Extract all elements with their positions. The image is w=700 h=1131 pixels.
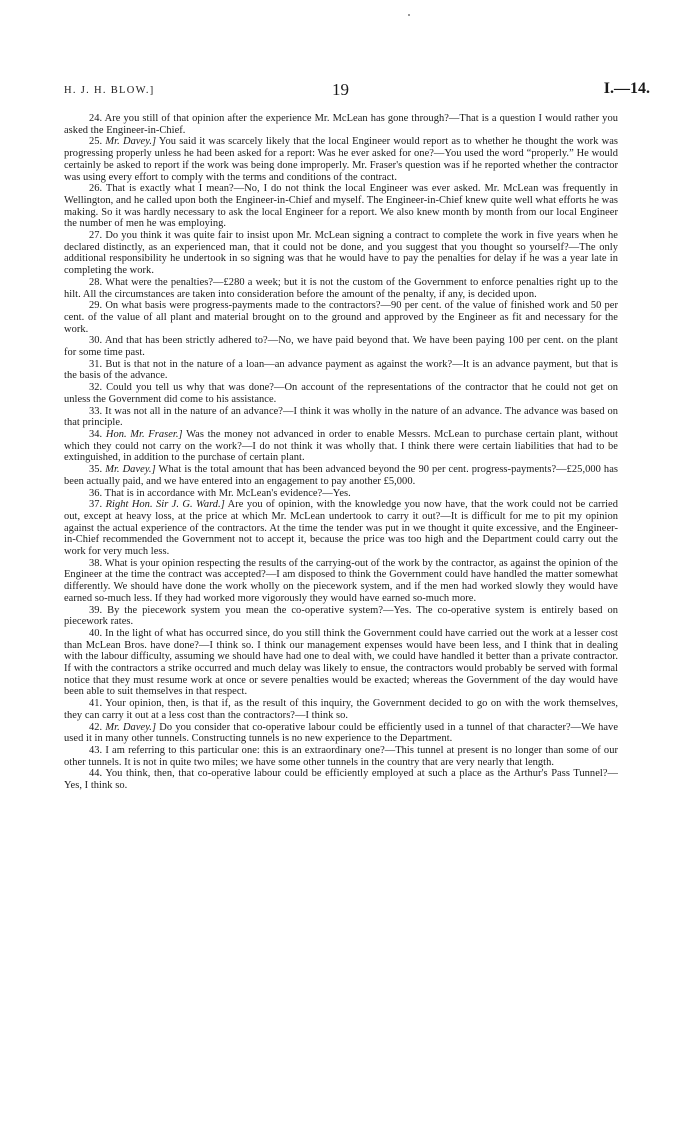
paragraph-text: 40. In the light of what has occurred since, do you still think the Government could have carried out the work at a lesser cost than McLean Bros. have done?—I think so. I think our management expenses would have been less, and I think that in dealing with the labour difficulty, assuming we should have had one to deal with, we could have handled it better than a private contractor. If with the contractors a strike occurred and much delay was likely to ensue, the contractors would probably be served with formal notice that they must resume work at once or severe penalties would be exacted; whereas the Government of the day would have been able to suit themselves in that respect.: [64, 627, 618, 698]
paragraph-text: Was the money not advanced in order to enable Messrs. McLean to purchase certain plant, without which they could not carry on the work?—I do not think it was wholly that. I think there were certain liabilities that had to be extinguished, in addition to the purchase of certain plant.: [64, 428, 618, 464]
paragraph-text: 33. It was not all in the nature of an advance?—I think it was wholly in the nature of an advance. The advance was based on that principle.: [64, 405, 618, 429]
testimony-paragraph: [64, 113, 618, 136]
document-reference: I.—14.: [603, 80, 650, 97]
testimony-paragraph: [64, 382, 618, 405]
paragraph-text: Are you of opinion, with the knowledge you now have, that the work could not be carried out, except at heavy loss, at the price at which Mr. McLean undertook to carry it out?—It is difficult for me to pit my opinion against the actual experience of the contractors. At the time the tender was put in we thought it quite excessive, and the Engineer-in-Chief recommended the Government not to accept it, because the price was too high and the Department could carry out the work for very much less.: [64, 499, 618, 558]
testimony-paragraph: [64, 499, 618, 558]
testimony-paragraph: [64, 277, 618, 300]
paragraph-text: 44. You think, then, that co-operative labour could be efficiently employed at such a place as the Arthur's Pass Tunnel?—Yes, I think so.: [64, 768, 618, 792]
paragraph-text: 32. Could you tell us why that was done?—On account of the representations of the contractor that he could not get on unless the Government did come to his assistance.: [64, 382, 618, 405]
paragraph-text: 26. That is exactly what I mean?—No, I do not think the local Engineer was ever asked. Mr. McLean was frequently in Wellington, and he called upon both the Engineer-in-Chief and myself. The Engineer-in-Chief knew quite well what efforts he was making. So it was hardly necessary to ask the local Engineer for a report. We also knew month by month from our local Engineer the number of men he was employing.: [64, 183, 618, 230]
testimony-paragraph: [64, 628, 618, 698]
testimony-paragraph: [64, 745, 618, 768]
page-header: [64, 80, 650, 102]
question-number: 37.: [89, 499, 106, 511]
testimony-paragraph: [64, 183, 618, 230]
paragraph-text: 30. And that has been strictly adhered to?—No, we have paid beyond that. We have been paying 100 per cent. on the plant for some time past.: [64, 335, 618, 359]
speaker: Mr. Davey.]: [105, 464, 156, 476]
paragraph-text: What is the total amount that has been advanced beyond the 90 per cent. progress-payments?—£25,000 has been actually paid, and we have entered into an engagement to pay another £5,000.: [64, 464, 618, 487]
testimony-paragraph: [64, 722, 618, 745]
paragraph-text: 31. But is that not in the nature of a loan—an advance payment as against the work?—It is an advance payment, but that is the basis of the advance.: [64, 358, 618, 382]
page-body: [64, 113, 618, 792]
question-number: 34.: [89, 428, 106, 440]
paragraph-text: You said it was scarcely likely that the local Engineer would report as to whether he thought the work was progressing properly unless he had been asked for a report: Was he ever asked for one?—You used the word “properly.” He would certainly be asked to report if the work was being done improperly. Mr. Fraser's question was if he reported whether the contractor was using every effort to comply with the terms and conditions of the contract.: [64, 136, 618, 183]
question-number: 42.: [89, 721, 106, 733]
speaker: Hon. Mr. Fraser.]: [105, 428, 183, 440]
testimony-paragraph: [64, 335, 618, 358]
testimony-paragraph: [64, 698, 618, 721]
testimony-paragraph: [64, 300, 618, 335]
page-number: 19: [332, 80, 349, 99]
speaker: Mr. Davey.]: [105, 721, 157, 733]
testimony-paragraph: [64, 230, 618, 277]
paragraph-text: 24. Are you still of that opinion after the experience Mr. McLean has gone through?—That is a question I would rather you asked the Engineer-in-Chief.: [64, 113, 618, 136]
testimony-paragraph: [64, 488, 618, 500]
paragraph-text: 27. Do you think it was quite fair to insist upon Mr. McLean signing a contract to complete the work in five years when he declared distinctly, as an experienced man, that it could not be done, and you suggest that you thought so yourself?—The only additional responsibility he undertook in so signing was that he would have to pay the penalties for delay if he was a year late in completing the work.: [64, 230, 618, 277]
speaker: Mr. Davey.]: [105, 136, 157, 148]
question-number: 35.: [89, 464, 106, 476]
testimony-paragraph: [64, 605, 618, 628]
scan-mark: [408, 14, 410, 16]
testimony-paragraph: [64, 429, 618, 464]
testimony-paragraph: [64, 464, 618, 487]
testimony-paragraph: [64, 406, 618, 429]
paragraph-text: Do you consider that co-operative labour could be efficiently used in a tunnel of that character?—We have used it in many other tunnels. Constructing tunnels is no new experience to the Department.: [64, 721, 618, 745]
paragraph-text: 43. I am referring to this particular one: this is an extraordinary one?—This tunnel at present is no longer than some of our other tunnels. It is not in quite two miles; we have some other tunnels in the country that are very nearly that length.: [64, 744, 618, 768]
witness-name: H. J. H. BLOW.]: [64, 85, 155, 96]
question-number: 25.: [89, 136, 106, 148]
testimony-paragraph: [64, 558, 618, 605]
paragraph-text: 38. What is your opinion respecting the results of the carrying-out of the work by the contractor, as against the opinion of the Engineer at the time the contract was accepted?—I am disposed to think the Government could have handled the matter somewhat differently. We should have done the work wholly on the piecework system, and if the men had worked slowly they would have earned so-much less. If they had worked more vigorously they would have earned so-much more.: [64, 557, 618, 604]
speaker: Right Hon. Sir J. G. Ward.]: [105, 499, 225, 511]
paragraph-text: 29. On what basis were progress-payments made to the contractors?—90 per cent. of the value of finished work and 50 per cent. of the value of all plant and material brought on to the ground and approved by the Engineer as fit and necessary for the work.: [64, 300, 618, 335]
paragraph-text: 39. By the piecework system you mean the co-operative system?—Yes. The co-operative system is entirely based on piecework rates.: [64, 604, 618, 628]
paragraph-text: 41. Your opinion, then, is that if, as the result of this inquiry, the Government decided to go on with the work themselves, they can carry it out at a less cost than the contractors?—I think so.: [64, 698, 618, 721]
paragraph-text: 28. What were the penalties?—£280 a week; but it is not the custom of the Government to enforce penalties right up to the hilt. All the circumstances are taken into consideration before the amount of the penalty, if any, is decided upon.: [64, 276, 618, 300]
testimony-paragraph: [64, 359, 618, 382]
paragraph-text: 36. That is in accordance with Mr. McLean's evidence?—Yes.: [89, 487, 351, 499]
testimony-paragraph: [64, 136, 618, 183]
testimony-paragraph: [64, 768, 618, 791]
